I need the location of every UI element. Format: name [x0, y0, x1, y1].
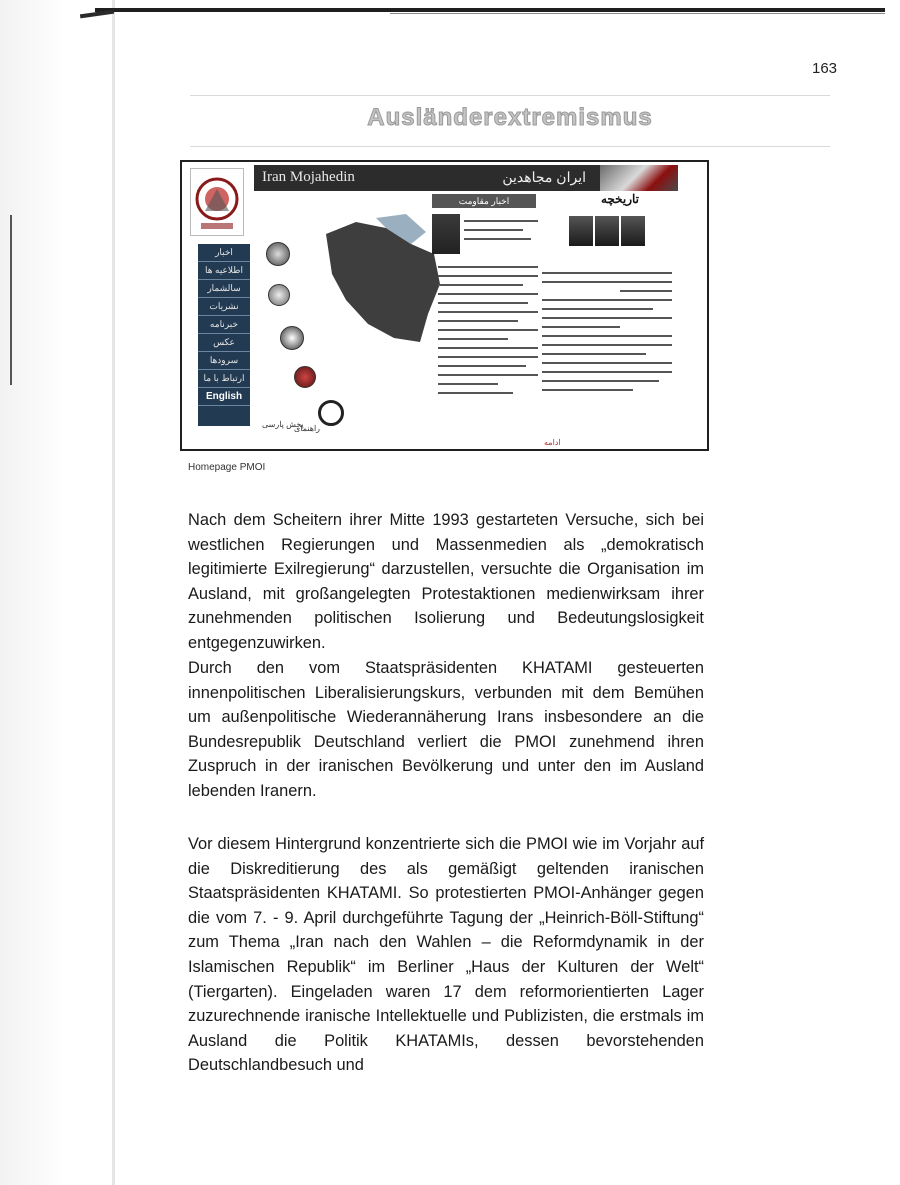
news-title: اخبار مقاومت [432, 194, 536, 208]
paragraph-2: Durch den vom Staatspräsidenten KHATAMI gesteuerten innenpolitischen Liberalisierungskurs, verbunden mit dem Bemühen um außenpolitische Wiederannäherung Irans insbesondere an die Bundesrepublik Deutschland verliert die PMOI zunehmend ihren Zuspruch in der iranischen Bevölkerung und unter den im Ausland lebenden Iranern. [188, 659, 704, 800]
banner-title-fa: ایران مجاهدین [502, 169, 586, 185]
menu-item-chronology[interactable]: سالشمار [198, 280, 250, 298]
menu-item-statements[interactable]: اطلاعیه ها [198, 262, 250, 280]
history-title: تاریخچه [600, 192, 639, 206]
news-text-short [464, 220, 538, 247]
paragraph-1: Nach dem Scheitern ihrer Mitte 1993 gestarteten Versuche, sich bei westlichen Regierungen und Massenmedien als „demokratisch legitimierte Exilregierung“ darzustellen, versuchte die Organisation im Ausland, mit großangelegten Protestaktionen medienwirksam ihrer zunehmenden politischen Isolierung und Bedeutungslosigkeit entgegenzuwirken. [188, 511, 704, 652]
gutter-mark [10, 215, 12, 385]
history-more-link[interactable]: ادامه [544, 438, 561, 447]
woman-photo [432, 214, 460, 254]
site-menu [198, 244, 250, 426]
pmoi-homepage-screenshot [180, 160, 709, 451]
page-spine-shadow [112, 0, 115, 1185]
page-number: 163 [812, 60, 838, 77]
header-rule-top [190, 95, 830, 96]
menu-item-news[interactable]: اخبار [198, 244, 250, 262]
news-text-block [438, 266, 538, 401]
menu-item-photos[interactable]: عکس [198, 334, 250, 352]
flag-graphic [600, 165, 678, 191]
menu-item-songs[interactable]: سرودها [198, 352, 250, 370]
pmoi-logo-icon [190, 168, 244, 236]
book-gutter [0, 0, 66, 1185]
bubble-icon-2[interactable] [268, 284, 290, 306]
bubble-icon-4[interactable] [294, 366, 316, 388]
top-rule [95, 8, 885, 12]
paragraph-3: Vor diesem Hintergrund konzentrierte sich die PMOI wie im Vorjahr auf die Diskreditierung des als gemäßigt geltenden iranischen Staatspräsidenten KHATAMI. So protestierten PMOI-Anhänger gegen die vom 7. - 9. April durchgeführte Tagung der „Heinrich-Böll-Stiftung“ zum Thema „Iran nach den Wahlen – die Reformdynamik in der Islamischen Republik“ im Berliner „Haus der Kulturen der Welt“ (Tiergarten). Eingeladen waren 17 dem reformorientierten Lager zuzurechnende iranische Intellektuelle und Publizisten, die erstmals im Ausland die Politik KHATAMIs, dessen bevorstehenden Deutschlandbesuch und [188, 835, 704, 1075]
menu-item-english[interactable]: English [198, 388, 250, 406]
top-rule-thin [390, 13, 885, 14]
bubble-icon-5[interactable] [318, 400, 344, 426]
site-banner [254, 165, 678, 191]
banner-title-en: Iran Mojahedin [262, 169, 355, 185]
running-head: Ausländerextremismus [367, 104, 653, 131]
figure-caption: Homepage PMOI [188, 462, 266, 473]
corner-hook [80, 10, 114, 19]
portrait-photos [567, 216, 645, 251]
footer-link: راهنمای [294, 424, 321, 433]
bubble-icon-3[interactable] [280, 326, 304, 350]
menu-item-contact[interactable]: ارتباط با ما [198, 370, 250, 388]
header-rule-bottom [190, 146, 830, 147]
menu-footer: پخش پارسی [262, 420, 304, 429]
menu-item-newsletter[interactable]: خبرنامه [198, 316, 250, 334]
iran-map-icon [316, 214, 450, 350]
menu-item-publications[interactable]: نشریات [198, 298, 250, 316]
history-text-block [542, 272, 672, 398]
bubble-icon-1[interactable] [266, 242, 290, 266]
